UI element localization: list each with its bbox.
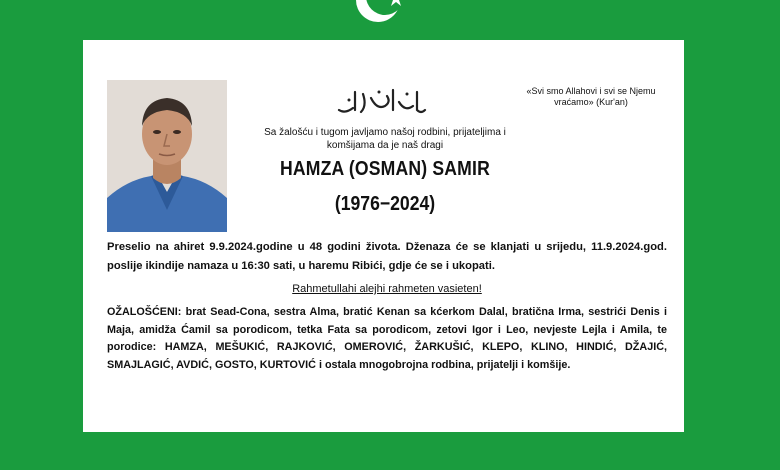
obituary-card xyxy=(83,40,684,432)
quran-quote: «Svi smo Allahovi i svi se Njemu vraćamo» (Kur'an) xyxy=(526,86,656,107)
funeral-details xyxy=(107,238,667,276)
mourners-list xyxy=(107,304,667,374)
mourners-text: OŽALOŠĆENI: brat Sead-Cona, sestra Alma, bratić Kenan sa kćerkom Dalal, bratična Irma, sestrići Denis i Maja, amidža Ćamil sa porodicom, tetka Fata sa porodicom, zetovi Igor i Leo, nevjeste Lejla i Amila, te porodice: HAMZA, MEŠUKIĆ, RAJKOVIĆ, OMEROVIĆ, ŽARKUŠIĆ, KLEPO, KLINO, HINDIĆ, DŽAJIĆ, SMAJLAGIĆ, AVDIĆ, GOSTO, KURTOVIĆ i ostala mnogobrojna rodbina, prijatelji i komšije. xyxy=(107,306,667,371)
deceased-name: HAMZA (OSMAN) SAMIR xyxy=(280,158,490,180)
intro-text: Sa žalošću i tugom javljamo našoj rodbini, prijateljima i komšijama da je naš dragi xyxy=(264,127,506,151)
prayer-text: Rahmetullahi alejhi rahmeten vasieten! xyxy=(292,283,482,295)
life-years: (1976−2024) xyxy=(334,193,436,215)
funeral-details-text: Preselio na ahiret 9.9.2024.godine u 48 godini života. Dženaza će se klanjati u srijedu, 11.9.2024.god. poslije ikindije namaza u 16:30 sati, u haremu Ribići, gdje će se i ukopati. xyxy=(107,241,667,272)
arabic-calligraphy-icon xyxy=(333,84,429,118)
crescent-star-icon xyxy=(348,0,412,28)
deceased-photo xyxy=(107,80,227,232)
prayer-line xyxy=(107,283,667,295)
